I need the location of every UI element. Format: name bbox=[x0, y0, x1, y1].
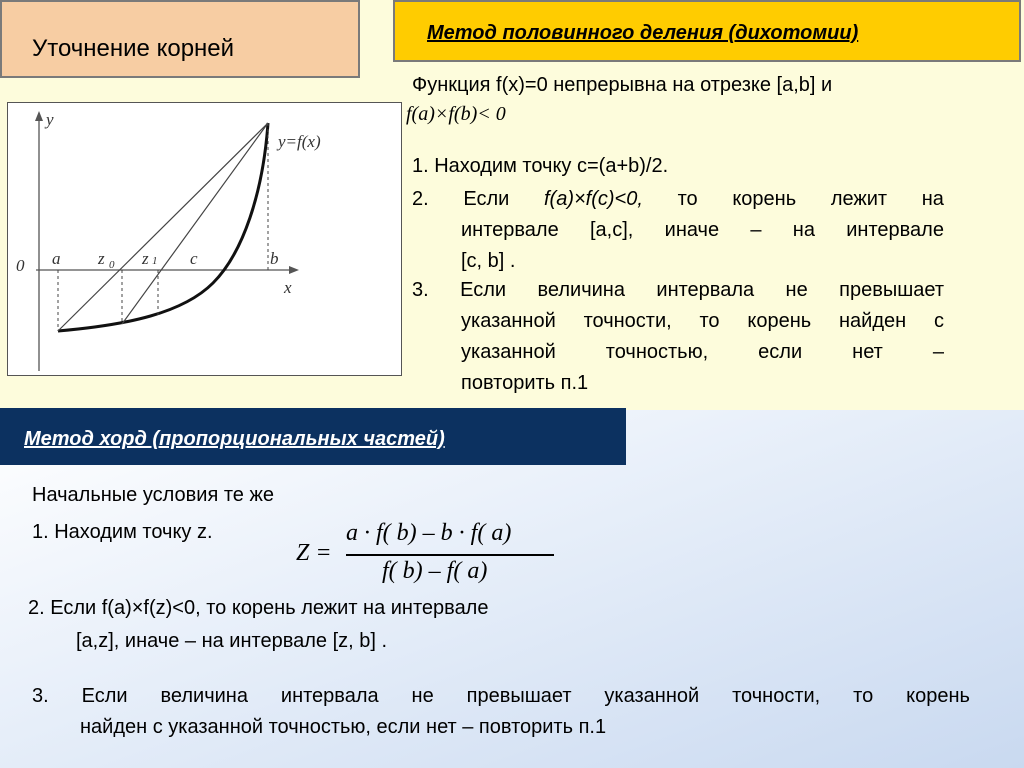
word: f(a)×f(c)<0, bbox=[544, 188, 643, 210]
chord-initial: Начальные условия те же bbox=[32, 484, 274, 506]
word: Если bbox=[81, 685, 128, 707]
word: – bbox=[750, 219, 762, 241]
word: на bbox=[921, 188, 944, 210]
dichotomy-step3-line4: повторить п.1 bbox=[461, 372, 589, 394]
point-z1-label: z bbox=[142, 249, 149, 268]
dichotomy-header-text: Метод половинного деления (дихотомии) bbox=[427, 22, 859, 44]
function-label: y=f(x) bbox=[278, 132, 321, 151]
origin-label: 0 bbox=[16, 256, 25, 275]
word: точностью, bbox=[605, 341, 709, 363]
word: корень bbox=[747, 310, 812, 332]
y-axis-label: y bbox=[46, 110, 54, 129]
bisection-graph bbox=[8, 103, 403, 377]
chord-line-1 bbox=[58, 123, 268, 331]
dichotomy-header bbox=[393, 0, 1021, 62]
dichotomy-step2-line3: [c, b] . bbox=[461, 250, 516, 272]
word: на bbox=[792, 219, 815, 241]
chord-step3-line2: найден с указанной точностью, если нет – повторить п.1 bbox=[80, 716, 607, 738]
word: если bbox=[758, 341, 803, 363]
word: Если bbox=[463, 188, 510, 210]
x-axis-label: x bbox=[284, 278, 292, 297]
x-axis-arrow bbox=[289, 266, 299, 274]
word: нет bbox=[852, 341, 883, 363]
formula-fraction-bar bbox=[346, 554, 554, 556]
formula-denominator: f( b) – f( a) bbox=[382, 558, 488, 584]
word: превышает bbox=[466, 685, 572, 707]
word: с bbox=[934, 310, 944, 332]
word: – bbox=[932, 341, 944, 363]
word: Если bbox=[460, 279, 507, 301]
word: корень bbox=[732, 188, 797, 210]
word: указанной bbox=[461, 341, 556, 363]
word: не bbox=[411, 685, 434, 707]
word: то bbox=[677, 188, 698, 210]
word: найден bbox=[839, 310, 907, 332]
chord-step1: 1. Находим точку z. bbox=[32, 521, 213, 543]
word: [a,c], bbox=[590, 219, 634, 241]
word: указанной bbox=[461, 310, 556, 332]
point-z0-label: z bbox=[98, 249, 105, 268]
word: интервале bbox=[461, 219, 559, 241]
point-a-label: a bbox=[52, 249, 61, 268]
chord-line-2 bbox=[122, 123, 268, 324]
word: точности, bbox=[732, 685, 821, 707]
word: превышает bbox=[839, 279, 944, 301]
word: величина bbox=[160, 685, 248, 707]
chord-header bbox=[0, 408, 626, 465]
chord-header-text: Метод хорд (пропорциональных частей) bbox=[24, 428, 445, 450]
dichotomy-step3-line3 bbox=[461, 342, 944, 362]
word: указанной bbox=[604, 685, 700, 707]
dichotomy-step3-line1 bbox=[412, 280, 944, 300]
word: 3. bbox=[32, 685, 49, 707]
dichotomy-step3-line2 bbox=[461, 311, 944, 331]
word: интервала bbox=[280, 685, 379, 707]
word: интервале bbox=[846, 219, 944, 241]
slide-title bbox=[0, 0, 360, 78]
formula-lhs: Z = bbox=[296, 540, 332, 566]
word: 2. bbox=[412, 188, 429, 210]
graph-box bbox=[7, 102, 402, 376]
dichotomy-step2-line2 bbox=[461, 220, 944, 240]
word: 3. bbox=[412, 279, 429, 301]
dichotomy-step2-line1 bbox=[412, 189, 944, 209]
chord-formula bbox=[296, 520, 566, 590]
word: точности, bbox=[583, 310, 672, 332]
formula-numerator: a · f( b) – b · f( a) bbox=[346, 520, 512, 546]
word: не bbox=[785, 279, 808, 301]
dichotomy-step1: 1. Находим точку c=(a+b)/2. bbox=[412, 155, 669, 177]
word: иначе bbox=[664, 219, 720, 241]
word: корень bbox=[906, 685, 970, 707]
point-b-label: b bbox=[270, 249, 279, 268]
point-z0-subscript: 0 bbox=[109, 259, 115, 271]
point-z1-subscript: 1 bbox=[152, 255, 158, 267]
word: величина bbox=[537, 279, 625, 301]
dichotomy-intro-line1: Функция f(x)=0 непрерывна на отрезке [a,b] и bbox=[412, 74, 833, 96]
chord-step2-line1: 2. Если f(a)×f(z)<0, то корень лежит на интервале bbox=[28, 597, 489, 619]
word: интервала bbox=[656, 279, 755, 301]
word: лежит bbox=[830, 188, 888, 210]
y-axis-arrow bbox=[35, 111, 43, 121]
word: то bbox=[853, 685, 874, 707]
chord-step3-line1 bbox=[32, 686, 970, 706]
chord-step2-line2: [a,z], иначе – на интервале [z, b] . bbox=[76, 630, 388, 652]
point-c-label: c bbox=[190, 249, 198, 268]
dichotomy-intro-line2: f(a)×f(b)< 0 bbox=[406, 103, 506, 125]
word: то bbox=[699, 310, 720, 332]
slide-title-text: Уточнение корней bbox=[32, 35, 235, 62]
